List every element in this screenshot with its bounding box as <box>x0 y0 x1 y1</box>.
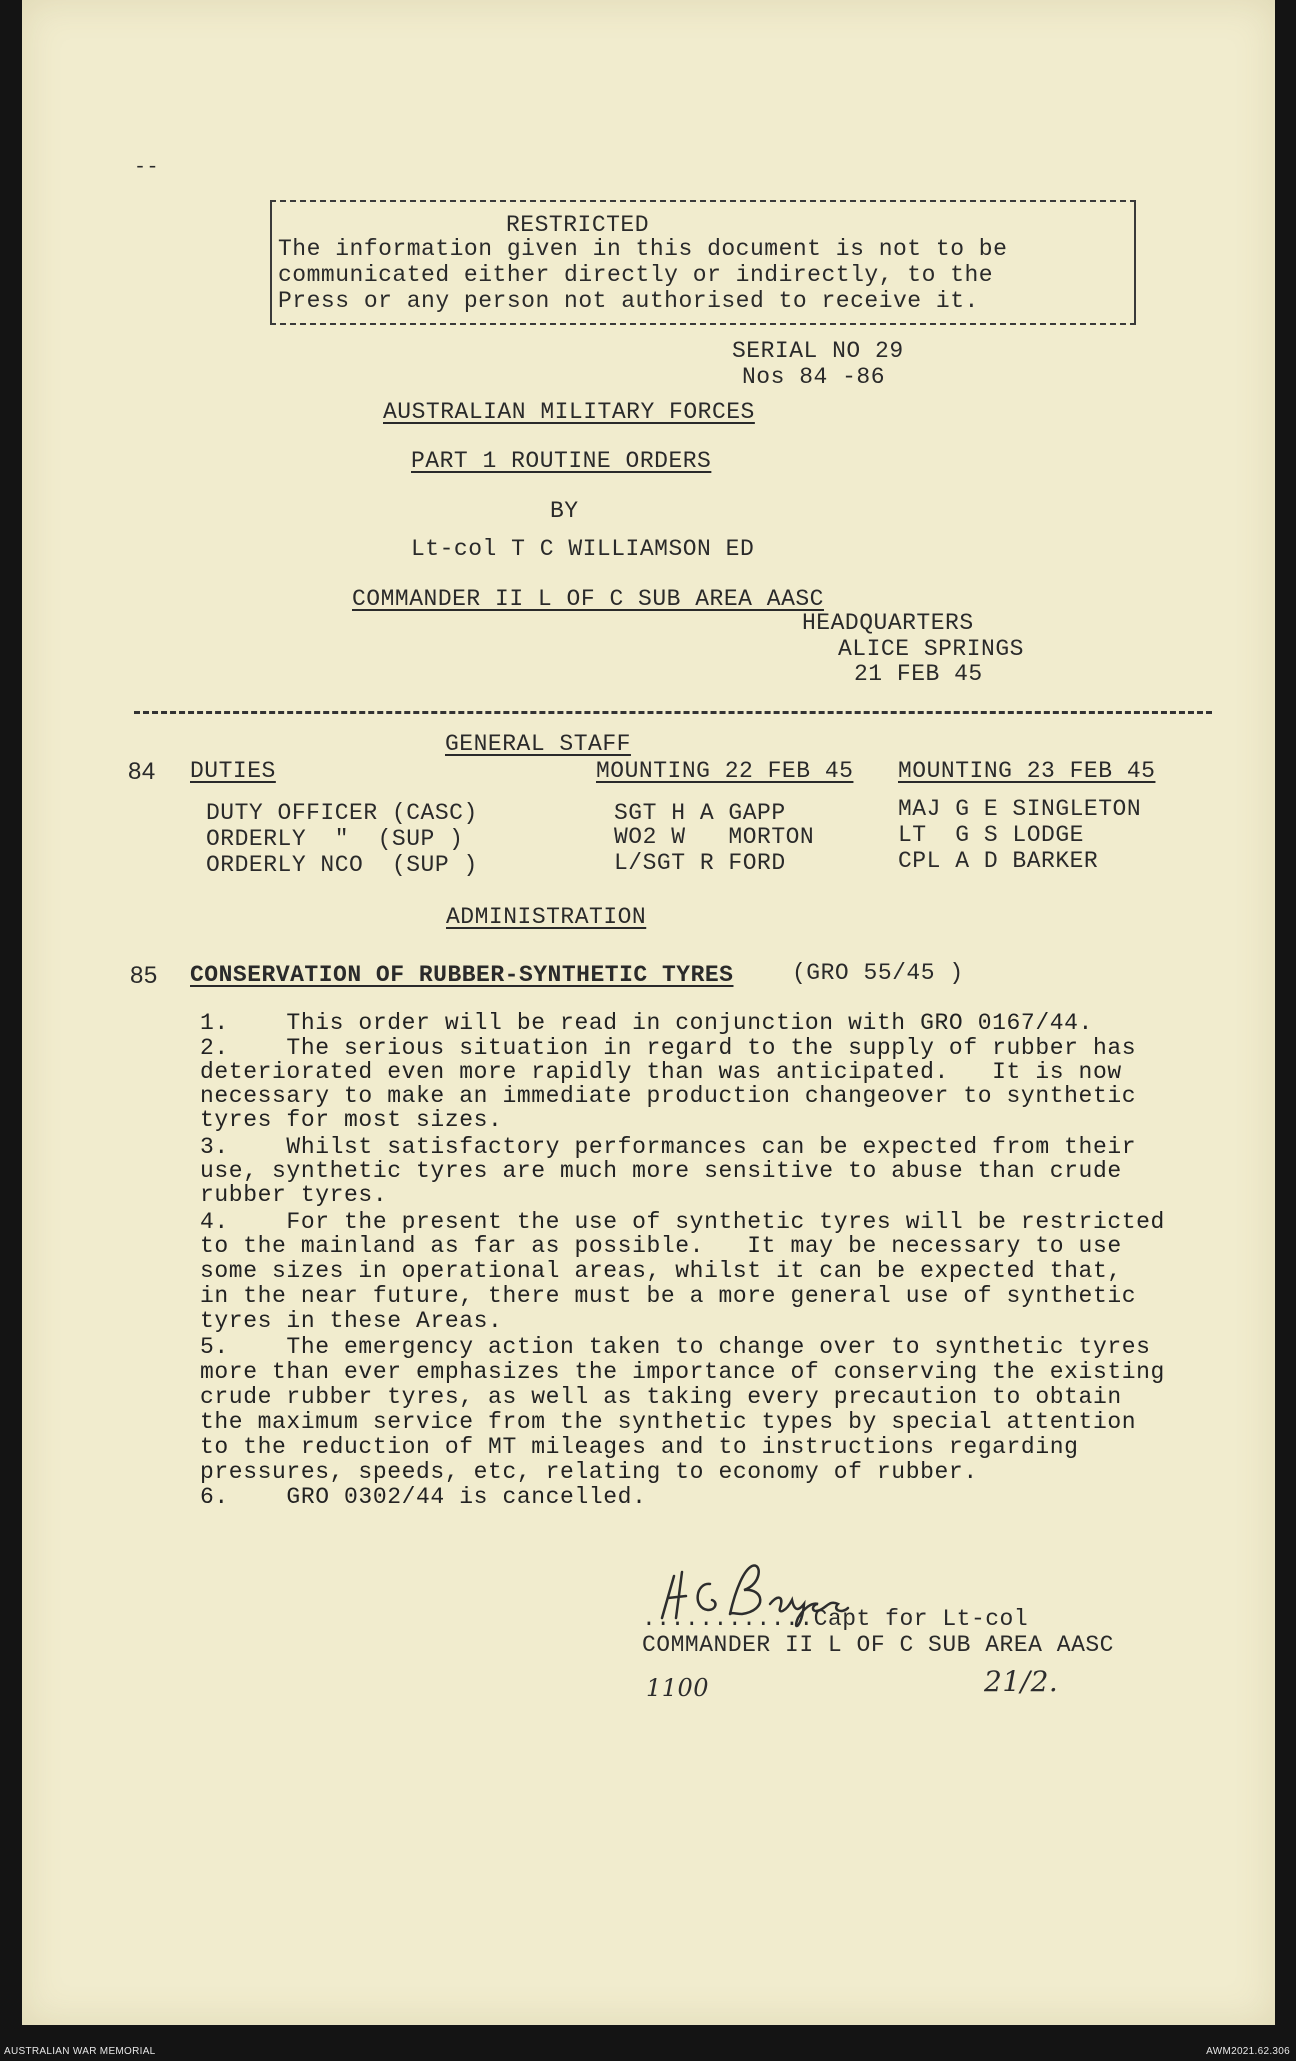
conservation-title: CONSERVATION OF RUBBER-SYNTHETIC TYRES <box>190 962 734 988</box>
order-text-line: to the mainland as far as possible. It may be necessary to use <box>200 1233 1122 1259</box>
order-text-line: tyres for most sizes. <box>200 1107 503 1133</box>
by-line: BY <box>550 498 579 524</box>
signature-title: COMMANDER II L OF C SUB AREA AASC <box>642 1632 1114 1658</box>
order-number-84: 84 <box>128 758 156 785</box>
order-text-line: deteriorated even more rapidly than was anticipated. It is now <box>200 1059 1122 1085</box>
serial-number: SERIAL NO 29 <box>732 338 904 364</box>
duty-row-1-mount1: SGT H A GAPP <box>614 800 786 826</box>
order-text-line: more than ever emphasizes the importance of conserving the existing <box>200 1359 1165 1385</box>
signature-dots-line: ............Capt for Lt-col <box>642 1606 1029 1632</box>
duty-row-1-mount2: MAJ G E SINGLETON <box>898 796 1142 822</box>
order-text-line: 5. The emergency action taken to change over to synthetic tyres <box>200 1334 1151 1360</box>
order-text-line: the maximum service from the synthetic types by special attention <box>200 1409 1137 1435</box>
order-text-line: rubber tyres. <box>200 1182 388 1208</box>
order-text-line: 2. The serious situation in regard to the supply of rubber has <box>200 1035 1137 1061</box>
order-text-line: necessary to make an immediate production changeover to synthetic <box>200 1083 1137 1109</box>
serial-nos: Nos 84 -86 <box>742 364 886 390</box>
footer-left: AUSTRALIAN WAR MEMORIAL <box>4 2046 156 2057</box>
duty-row-2-duty: ORDERLY " (SUP ) <box>206 826 464 852</box>
mounting-23-column-header: MOUNTING 23 FEB 45 <box>898 758 1156 784</box>
commander-heading: COMMANDER II L OF C SUB AREA AASC <box>352 586 824 612</box>
duty-row-3-duty: ORDERLY NCO (SUP ) <box>206 852 478 878</box>
handwritten-note-left: 1100 <box>646 1674 710 1702</box>
order-text-line: 1. This order will be read in conjunction with GRO 0167/44. <box>200 1010 1093 1036</box>
handwritten-note-right: 21/2. <box>984 1665 1059 1698</box>
order-date: 21 FEB 45 <box>854 661 983 687</box>
officer-line: Lt-col T C WILLIAMSON ED <box>411 536 755 562</box>
restricted-line-3: Press or any person not authorised to receive it. <box>278 288 979 314</box>
duty-row-1-duty: DUTY OFFICER (CASC) <box>206 800 478 826</box>
mounting-22-column-header: MOUNTING 22 FEB 45 <box>596 758 854 784</box>
duty-row-3-mount2: CPL A D BARKER <box>898 848 1099 874</box>
duties-column-header: DUTIES <box>190 758 276 784</box>
location: ALICE SPRINGS <box>838 636 1024 662</box>
order-text-line: 4. For the present the use of synthetic tyres will be restricted <box>200 1209 1165 1235</box>
order-text-line: 3. Whilst satisfactory performances can be expected from their <box>200 1134 1137 1160</box>
duty-row-3-mount1: L/SGT R FORD <box>614 850 786 876</box>
restricted-heading: RESTRICTED <box>506 212 650 238</box>
order-text-line: use, synthetic tyres are much more sensitive to abuse than crude <box>200 1158 1122 1184</box>
duty-row-2-mount1: WO2 W MORTON <box>614 824 815 850</box>
general-staff-heading: GENERAL STAFF <box>445 731 631 757</box>
administration-heading: ADMINISTRATION <box>446 904 647 930</box>
footer-right: AWM2021.62.306 <box>1206 2046 1290 2057</box>
order-text-line: tyres in these Areas. <box>200 1308 503 1334</box>
forces-heading: AUSTRALIAN MILITARY FORCES <box>383 399 755 425</box>
margin-mark: -‐ <box>134 156 160 179</box>
restricted-line-1: The information given in this document is not to be <box>278 236 1008 262</box>
document-page <box>22 0 1275 2025</box>
order-text-line: in the near future, there must be a more general use of synthetic <box>200 1283 1137 1309</box>
order-text-line: some sizes in operational areas, whilst it can be expected that, <box>200 1258 1122 1284</box>
section-divider <box>134 711 1212 714</box>
order-text-line: crude rubber tyres, as well as taking every precaution to obtain <box>200 1384 1122 1410</box>
order-text-line: pressures, speeds, etc, relating to economy of rubber. <box>200 1459 978 1485</box>
headquarters: HEADQUARTERS <box>802 610 974 636</box>
duty-row-2-mount2: LT G S LODGE <box>898 822 1084 848</box>
orders-heading: PART 1 ROUTINE ORDERS <box>411 448 712 474</box>
order-text-line: 6. GRO 0302/44 is cancelled. <box>200 1484 647 1510</box>
order-number-85: 85 <box>130 962 158 989</box>
order-text-line: to the reduction of MT mileages and to instructions regarding <box>200 1434 1079 1460</box>
conservation-reference: (GRO 55/45 ) <box>792 960 964 986</box>
restricted-line-2: communicated either directly or indirectly, to the <box>278 262 994 288</box>
